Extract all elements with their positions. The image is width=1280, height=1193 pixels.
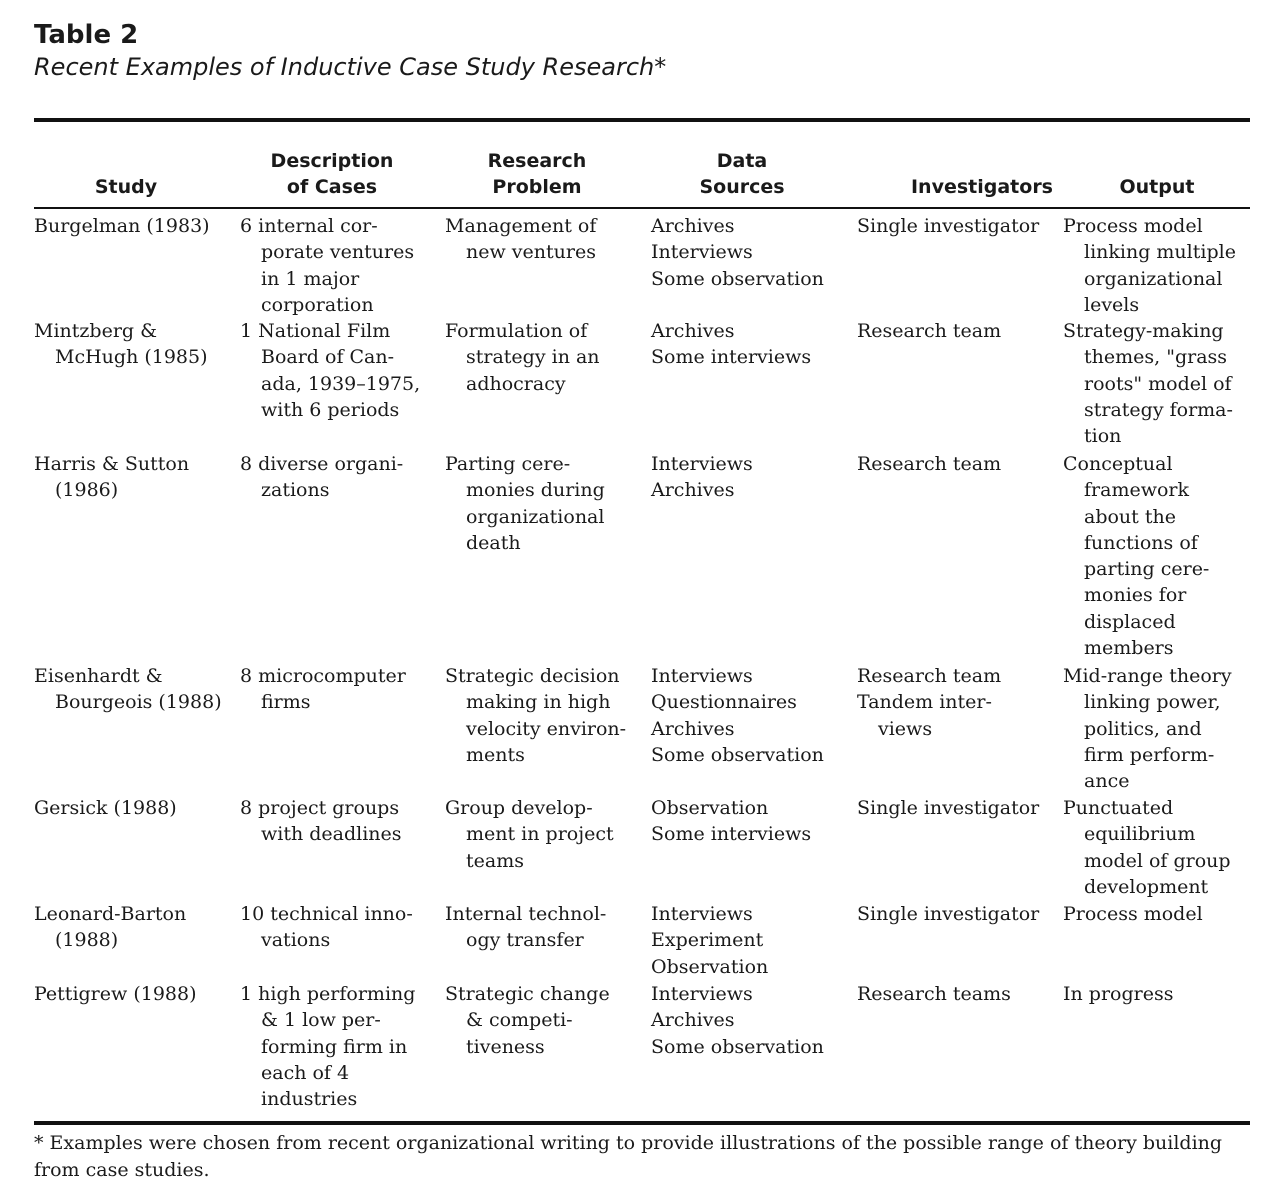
cell-output [1063, 901, 1250, 927]
cell-line: Archives [651, 717, 735, 740]
table-figure [34, 18, 1250, 1181]
cell-output [1063, 318, 1250, 449]
cell-line: 8 microcomputer [240, 665, 406, 687]
top-rule [34, 118, 1250, 122]
cell-research-problem [445, 981, 645, 1060]
cell-data-sources [651, 318, 851, 371]
cell-research-problem [445, 795, 645, 874]
cell-output [1063, 213, 1250, 318]
table-label: Table 2 [34, 20, 139, 50]
cell-line: Pettigrew (1988) [34, 983, 197, 1005]
column-header-data-sources [642, 148, 842, 200]
cell-line: Mintzberg & [34, 320, 158, 342]
cell-study [34, 663, 234, 716]
table-row [34, 318, 1250, 451]
cell-line: with 6 periods [261, 398, 400, 421]
cell-line: Interviews [651, 903, 753, 925]
cell-line: views [878, 717, 933, 740]
cell-line: model of group [1084, 849, 1231, 872]
cell-line: forming firm in [261, 1035, 408, 1058]
cell-study [34, 213, 234, 239]
cell-line: Strategic decision [445, 665, 620, 687]
cell-line: making in high [466, 691, 611, 714]
cell-line: Single investigator [857, 215, 1040, 237]
cell-line: industries [261, 1088, 358, 1111]
cell-description [240, 318, 440, 423]
cell-line: new ventures [466, 241, 596, 264]
cell-line: velocity environ- [466, 717, 627, 740]
cell-study [34, 795, 234, 821]
cell-line: & 1 low per- [261, 1009, 381, 1032]
cell-line: Group develop- [445, 797, 593, 819]
cell-line: teams [466, 849, 524, 872]
cell-line: Interviews [651, 453, 753, 475]
cell-line: zations [261, 479, 330, 502]
cell-line: Some interviews [651, 823, 812, 846]
cell-line: levels [1084, 293, 1140, 316]
cell-line: organizational [466, 505, 605, 528]
cell-line: development [1084, 875, 1209, 898]
cell-description [240, 213, 440, 318]
cell-line: ment in project [466, 823, 614, 846]
cell-line: McHugh (1985) [55, 346, 208, 369]
cell-line: themes, "grass [1084, 346, 1228, 369]
cell-line: Leonard-Barton [34, 903, 187, 925]
column-header-line: Output [1119, 176, 1195, 198]
cell-line: Observation [651, 955, 769, 978]
cell-line: death [466, 531, 521, 554]
cell-line: 10 technical inno- [240, 903, 413, 925]
column-header-line: Study [94, 176, 158, 198]
cell-line: Conceptual [1063, 453, 1173, 475]
cell-line: Research team [857, 453, 1002, 475]
cell-line: Single investigator [857, 903, 1040, 925]
cell-line: members [1084, 637, 1174, 660]
cell-line: Research team [857, 665, 1002, 687]
table-row [34, 451, 1250, 663]
column-header-line: of Cases [286, 176, 378, 198]
cell-line: Strategic change [445, 983, 610, 1005]
cell-line: Some observation [651, 1035, 824, 1058]
cell-line: organizational [1084, 267, 1223, 290]
cell-line: vations [261, 929, 331, 952]
cell-line: Eisenhardt & [34, 665, 163, 687]
cell-study [34, 318, 234, 371]
column-header-line: Data [716, 150, 768, 172]
cell-line: Parting cere- [445, 453, 571, 475]
cell-line: Some observation [651, 743, 824, 766]
cell-line: framework [1084, 479, 1190, 502]
column-header-research-problem [437, 148, 637, 200]
table-footnote: * Examples were chosen from recent organizational writing to provide illustrations of the possible range of theory building from case studies. [34, 1132, 1223, 1181]
cell-research-problem [445, 318, 645, 397]
cell-line: Interviews [651, 241, 753, 264]
cell-line: Archives [651, 479, 735, 502]
cell-line: Archives [651, 215, 735, 237]
cell-line: tiveness [466, 1035, 545, 1058]
cell-investigators [857, 451, 1057, 477]
cell-line: 1 National Film [240, 320, 391, 342]
cell-description [240, 451, 440, 504]
cell-line: Archives [651, 320, 735, 342]
column-header-line: Sources [699, 176, 785, 198]
cell-line: & competi- [466, 1009, 573, 1032]
cell-line: In progress [1063, 983, 1174, 1005]
cell-line: Strategy-making [1063, 320, 1224, 342]
cell-description [240, 901, 440, 954]
cell-line: Some observation [651, 267, 824, 290]
cell-output [1063, 663, 1250, 794]
cell-investigators [857, 663, 1057, 742]
cell-line: Formulation of [445, 320, 588, 342]
cell-line: each of 4 [261, 1061, 350, 1084]
cell-line: Punctuated [1063, 797, 1174, 819]
cell-line: ogy transfer [466, 929, 584, 952]
cell-line: Observation [651, 797, 769, 819]
cell-description [240, 663, 440, 716]
cell-data-sources [651, 213, 851, 292]
cell-research-problem [445, 901, 645, 954]
cell-output [1063, 451, 1250, 661]
cell-line: Process model [1063, 215, 1203, 237]
cell-research-problem [445, 213, 645, 266]
cell-line: Experiment [651, 929, 764, 952]
cell-investigators [857, 795, 1057, 821]
table-header-row [34, 144, 1250, 200]
cell-line: Single investigator [857, 797, 1040, 819]
cell-line: adhocracy [466, 372, 566, 395]
cell-data-sources [651, 901, 851, 980]
cell-line: 6 internal cor- [240, 215, 378, 237]
cell-line: 8 diverse organi- [240, 453, 404, 475]
header-rule [34, 207, 1250, 209]
cell-line: ments [466, 743, 525, 766]
column-header-description [232, 148, 432, 200]
cell-line: Internal technol- [445, 903, 607, 925]
cell-line: Research team [857, 320, 1002, 342]
cell-line: parting cere- [1084, 558, 1210, 581]
cell-line: Research teams [857, 983, 1011, 1005]
cell-line: monies during [466, 479, 605, 502]
column-header-output [1057, 174, 1257, 200]
cell-line: strategy forma- [1084, 398, 1233, 421]
table-row [34, 795, 1250, 901]
cell-investigators [857, 901, 1057, 927]
cell-line: Mid-range theory [1063, 665, 1232, 687]
column-header-line: Description [270, 150, 394, 172]
cell-line: Gersick (1988) [34, 797, 177, 819]
cell-line: Harris & Sutton [34, 453, 190, 475]
cell-line: (1988) [55, 929, 119, 952]
column-header-study [26, 174, 226, 200]
cell-line: politics, and [1084, 717, 1202, 740]
cell-line: in 1 major [261, 267, 360, 290]
cell-line: strategy in an [466, 346, 600, 369]
cell-data-sources [651, 795, 851, 848]
cell-line: with deadlines [261, 823, 402, 846]
cell-research-problem [445, 663, 645, 768]
cell-data-sources [651, 663, 851, 768]
cell-research-problem [445, 451, 645, 556]
cell-line: Questionnaires [651, 691, 797, 714]
cell-study [34, 981, 234, 1007]
cell-line: Interviews [651, 983, 753, 1005]
table-row [34, 663, 1250, 795]
cell-line: tion [1084, 425, 1122, 448]
cell-investigators [857, 318, 1057, 344]
cell-line: linking multiple [1084, 241, 1236, 264]
cell-line: firm perform- [1084, 743, 1215, 766]
cell-line: Process model [1063, 903, 1203, 925]
cell-line: Interviews [651, 665, 753, 687]
table-body [34, 213, 1250, 1111]
cell-line: Management of [445, 215, 597, 237]
table-row [34, 981, 1250, 1111]
cell-data-sources [651, 451, 851, 504]
cell-line: 8 project groups [240, 797, 400, 819]
cell-line: porate ventures [261, 241, 415, 264]
cell-line: displaced [1084, 610, 1176, 633]
cell-line: Board of Can- [261, 346, 395, 369]
cell-line: Tandem inter- [857, 691, 992, 714]
cell-study [34, 451, 234, 504]
cell-line: linking power, [1084, 691, 1221, 714]
cell-study [34, 901, 234, 954]
cell-investigators [857, 213, 1057, 239]
cell-investigators [857, 981, 1057, 1007]
column-header-line: Research [487, 150, 587, 172]
cell-line: firms [261, 691, 311, 714]
cell-description [240, 981, 440, 1112]
cell-line: corporation [261, 293, 374, 316]
cell-line: roots" model of [1084, 372, 1232, 395]
cell-output [1063, 981, 1250, 1007]
cell-line: monies for [1084, 584, 1187, 607]
cell-line: functions of [1084, 531, 1198, 554]
cell-data-sources [651, 981, 851, 1060]
cell-line: (1986) [55, 479, 119, 502]
cell-line: Bourgeois (1988) [55, 691, 222, 714]
cell-line: Archives [651, 1009, 735, 1032]
cell-line: about the [1084, 505, 1176, 528]
cell-line: 1 high performing [240, 983, 416, 1005]
cell-output [1063, 795, 1250, 900]
cell-line: Some interviews [651, 346, 812, 369]
column-header-investigators [882, 174, 1082, 200]
cell-line: equilibrium [1084, 823, 1196, 846]
cell-line: Burgelman (1983) [34, 215, 210, 237]
column-header-line: Problem [492, 176, 582, 198]
bottom-rule [34, 1121, 1250, 1125]
cell-description [240, 795, 440, 848]
cell-line: ada, 1939–1975, [261, 372, 421, 395]
table-title: Recent Examples of Inductive Case Study Research* [34, 53, 667, 81]
cell-line: ance [1084, 770, 1130, 793]
table-row [34, 901, 1250, 981]
table-row [34, 213, 1250, 318]
column-header-line: Investigators [910, 176, 1053, 198]
